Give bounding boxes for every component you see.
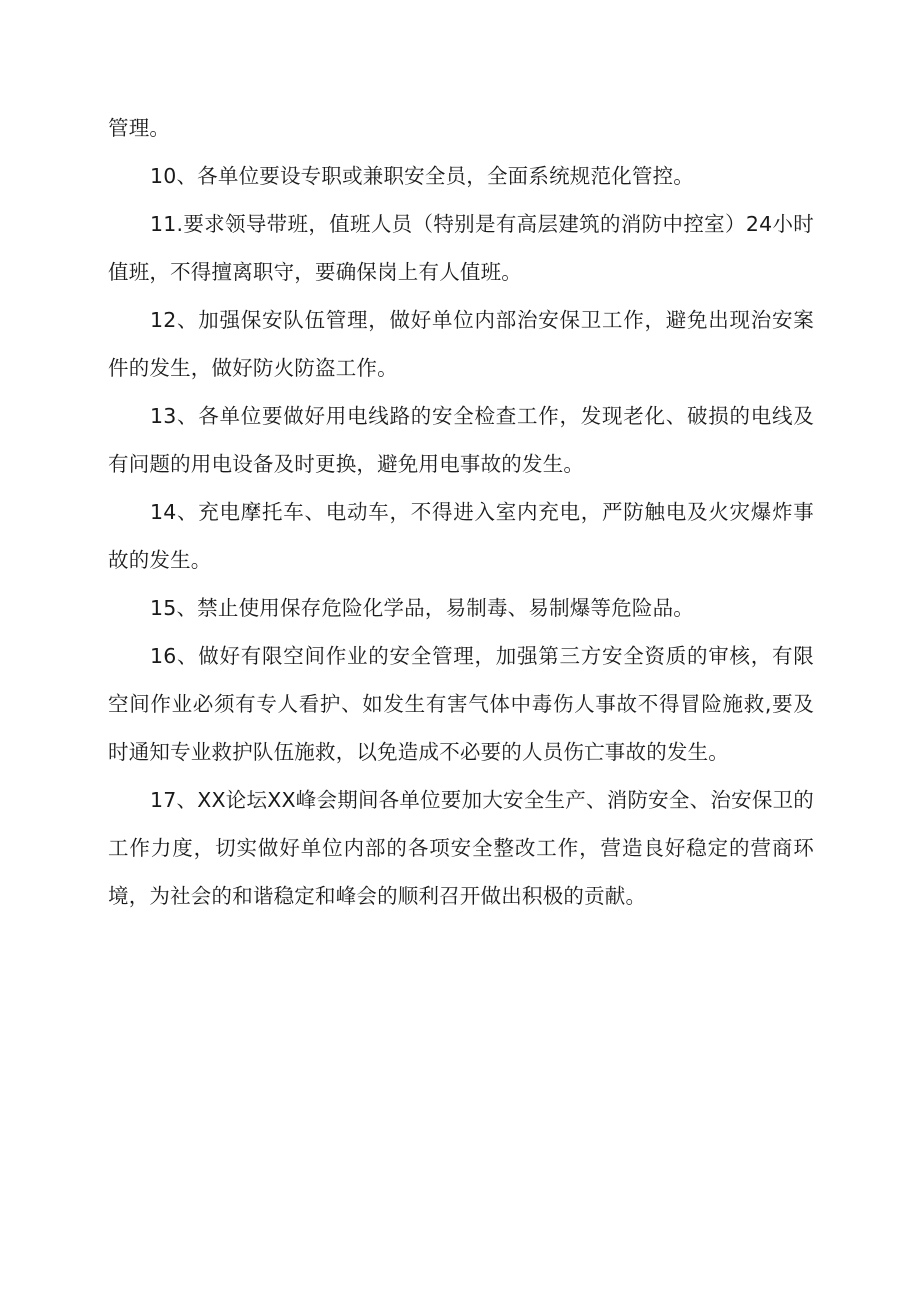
paragraph-item-17: 17、XX论坛XX峰会期间各单位要加大安全生产、消防安全、治安保卫的工作力度，切实做好单位内部的各项安全整改工作，营造良好稳定的营商环境，为社会的和谐稳定和峰会的顺利召开做出积极的贡献。 bbox=[108, 788, 814, 908]
paragraph-item-11: 11.要求领导带班，值班人员（特别是有高层建筑的消防中控室）24小时值班，不得擅离职守，要确保岗上有人值班。 bbox=[108, 212, 814, 284]
document-body bbox=[108, 104, 814, 920]
paragraph-item-14: 14、充电摩托车、电动车，不得进入室内充电，严防触电及火灾爆炸事故的发生。 bbox=[108, 500, 814, 572]
paragraph-item-12: 12、加强保安队伍管理，做好单位内部治安保卫工作，避免出现治安案件的发生，做好防火防盗工作。 bbox=[108, 308, 814, 380]
paragraph-item-10: 10、各单位要设专职或兼职安全员，全面系统规范化管控。 bbox=[150, 164, 694, 188]
paragraph-item-13: 13、各单位要做好用电线路的安全检查工作，发现老化、破损的电线及有问题的用电设备及时更换，避免用电事故的发生。 bbox=[108, 404, 814, 476]
paragraph-item-15: 15、禁止使用保存危险化学品，易制毒、易制爆等危险品。 bbox=[150, 596, 694, 620]
paragraph-item-16: 16、做好有限空间作业的安全管理，加强第三方安全资质的审核，有限空间作业必须有专人看护、如发生有害气体中毒伤人事故不得冒险施救,要及时通知专业救护队伍施救，以免造成不必要的人员伤亡事故的发生。 bbox=[108, 644, 814, 764]
paragraph-continuation: 管理。 bbox=[108, 116, 171, 140]
